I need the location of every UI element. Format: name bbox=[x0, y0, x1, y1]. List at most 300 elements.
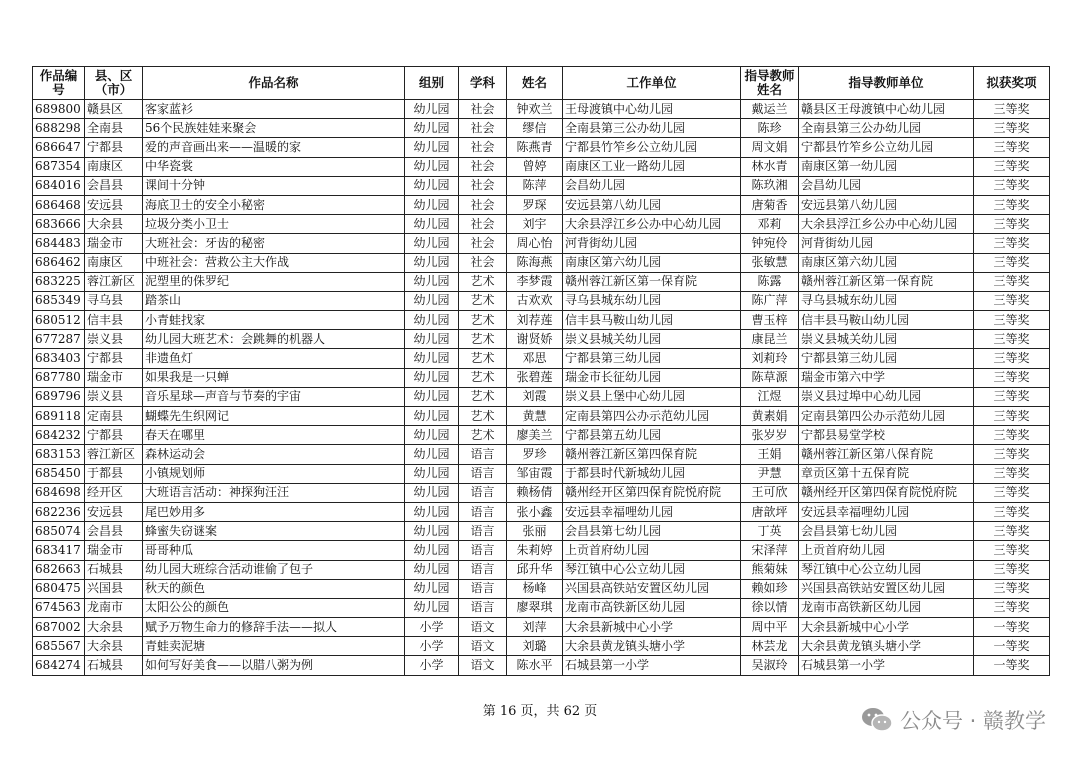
cell-advisor-unit: 兴国县高铁站安置区幼儿园 bbox=[799, 579, 974, 598]
cell-award: 三等奖 bbox=[974, 445, 1050, 464]
cell-group: 幼儿园 bbox=[405, 215, 459, 234]
table-body bbox=[33, 100, 1050, 676]
cell-advisor: 江煜 bbox=[741, 387, 799, 406]
table-row bbox=[33, 291, 1050, 310]
cell-advisor: 宋泽萍 bbox=[741, 541, 799, 560]
cell-advisor-unit: 会昌幼儿园 bbox=[799, 176, 974, 195]
header-subject: 学科 bbox=[459, 67, 507, 100]
cell-subject: 艺术 bbox=[459, 407, 507, 426]
cell-name: 廖翠琪 bbox=[507, 598, 563, 617]
cell-advisor-unit: 定南县第四公办示范幼儿园 bbox=[799, 407, 974, 426]
cell-county: 全南县 bbox=[85, 119, 143, 138]
cell-group: 幼儿园 bbox=[405, 157, 459, 176]
header-award: 拟获奖项 bbox=[974, 67, 1050, 100]
cell-group: 幼儿园 bbox=[405, 579, 459, 598]
cell-subject: 艺术 bbox=[459, 330, 507, 349]
cell-id: 684016 bbox=[33, 176, 85, 195]
cell-subject: 语言 bbox=[459, 483, 507, 502]
cell-workplace: 会昌幼儿园 bbox=[563, 176, 741, 195]
cell-group: 幼儿园 bbox=[405, 291, 459, 310]
table-row bbox=[33, 368, 1050, 387]
cell-advisor: 熊菊妹 bbox=[741, 560, 799, 579]
cell-county: 定南县 bbox=[85, 407, 143, 426]
header-county: 县、区（市） bbox=[85, 67, 143, 100]
cell-county: 石城县 bbox=[85, 656, 143, 675]
cell-group: 幼儿园 bbox=[405, 560, 459, 579]
cell-subject: 语言 bbox=[459, 560, 507, 579]
cell-advisor-unit: 赣州蓉江新区第一保育院 bbox=[799, 272, 974, 291]
cell-advisor: 陈露 bbox=[741, 272, 799, 291]
cell-advisor: 林芸龙 bbox=[741, 637, 799, 656]
cell-advisor: 周文娟 bbox=[741, 138, 799, 157]
cell-group: 幼儿园 bbox=[405, 541, 459, 560]
cell-advisor-unit: 寻乌县城东幼儿园 bbox=[799, 291, 974, 310]
cell-advisor: 陈玖湘 bbox=[741, 176, 799, 195]
cell-award: 三等奖 bbox=[974, 253, 1050, 272]
cell-title: 课间十分钟 bbox=[143, 176, 405, 195]
cell-county: 南康区 bbox=[85, 253, 143, 272]
cell-id: 684274 bbox=[33, 656, 85, 675]
cell-group: 幼儿园 bbox=[405, 387, 459, 406]
cell-title: 春天在哪里 bbox=[143, 426, 405, 445]
cell-workplace: 河背街幼儿园 bbox=[563, 234, 741, 253]
cell-advisor: 康昆兰 bbox=[741, 330, 799, 349]
cell-workplace: 大余县黄龙镇头塘小学 bbox=[563, 637, 741, 656]
cell-county: 瑞金市 bbox=[85, 541, 143, 560]
cell-id: 685074 bbox=[33, 522, 85, 541]
cell-award: 三等奖 bbox=[974, 234, 1050, 253]
cell-workplace: 上贡首府幼儿园 bbox=[563, 541, 741, 560]
cell-id: 687780 bbox=[33, 368, 85, 387]
cell-advisor: 徐以情 bbox=[741, 598, 799, 617]
cell-group: 幼儿园 bbox=[405, 330, 459, 349]
cell-advisor: 王可欣 bbox=[741, 483, 799, 502]
cell-name: 罗珍 bbox=[507, 445, 563, 464]
cell-award: 三等奖 bbox=[974, 291, 1050, 310]
cell-workplace: 大余县浮江乡公办中心幼儿园 bbox=[563, 215, 741, 234]
cell-advisor-unit: 河背街幼儿园 bbox=[799, 234, 974, 253]
cell-id: 688298 bbox=[33, 119, 85, 138]
cell-award: 三等奖 bbox=[974, 272, 1050, 291]
cell-title: 幼儿园大班艺术：会跳舞的机器人 bbox=[143, 330, 405, 349]
cell-advisor: 林水青 bbox=[741, 157, 799, 176]
cell-subject: 语言 bbox=[459, 445, 507, 464]
cell-county: 崇义县 bbox=[85, 330, 143, 349]
cell-name: 张碧莲 bbox=[507, 368, 563, 387]
cell-group: 幼儿园 bbox=[405, 502, 459, 521]
cell-county: 石城县 bbox=[85, 560, 143, 579]
header-advisor-unit: 指导教师单位 bbox=[799, 67, 974, 100]
cell-award: 三等奖 bbox=[974, 330, 1050, 349]
table-row bbox=[33, 138, 1050, 157]
table-row bbox=[33, 119, 1050, 138]
cell-title: 大班社会：牙齿的秘密 bbox=[143, 234, 405, 253]
cell-name: 李梦霞 bbox=[507, 272, 563, 291]
cell-subject: 语言 bbox=[459, 598, 507, 617]
cell-title: 大班语言活动：神探狗汪汪 bbox=[143, 483, 405, 502]
cell-title: 56个民族娃娃来聚会 bbox=[143, 119, 405, 138]
cell-county: 于都县 bbox=[85, 464, 143, 483]
cell-subject: 社会 bbox=[459, 176, 507, 195]
cell-workplace: 寻乌县城东幼儿园 bbox=[563, 291, 741, 310]
cell-subject: 艺术 bbox=[459, 426, 507, 445]
cell-group: 幼儿园 bbox=[405, 445, 459, 464]
cell-name: 赖杨倩 bbox=[507, 483, 563, 502]
cell-name: 张小鑫 bbox=[507, 502, 563, 521]
cell-name: 刘宇 bbox=[507, 215, 563, 234]
cell-advisor: 唐歆坪 bbox=[741, 502, 799, 521]
table-row bbox=[33, 618, 1050, 637]
cell-group: 幼儿园 bbox=[405, 464, 459, 483]
cell-subject: 语言 bbox=[459, 579, 507, 598]
cell-advisor-unit: 会昌县第七幼儿园 bbox=[799, 522, 974, 541]
cell-advisor: 钟宛伶 bbox=[741, 234, 799, 253]
cell-name: 刘璐 bbox=[507, 637, 563, 656]
table-row bbox=[33, 560, 1050, 579]
cell-title: 小青蛙找家 bbox=[143, 311, 405, 330]
cell-county: 大余县 bbox=[85, 637, 143, 656]
cell-county: 崇义县 bbox=[85, 387, 143, 406]
cell-group: 幼儿园 bbox=[405, 368, 459, 387]
cell-subject: 社会 bbox=[459, 234, 507, 253]
cell-id: 684698 bbox=[33, 483, 85, 502]
cell-title: 如何写好美食——以腊八粥为例 bbox=[143, 656, 405, 675]
cell-workplace: 王母渡镇中心幼儿园 bbox=[563, 100, 741, 119]
table-row bbox=[33, 195, 1050, 214]
table-row bbox=[33, 100, 1050, 119]
cell-group: 小学 bbox=[405, 637, 459, 656]
cell-subject: 艺术 bbox=[459, 291, 507, 310]
cell-advisor: 吴淑玲 bbox=[741, 656, 799, 675]
header-advisor: 指导教师姓名 bbox=[741, 67, 799, 100]
cell-workplace: 安远县第八幼儿园 bbox=[563, 195, 741, 214]
cell-county: 宁都县 bbox=[85, 138, 143, 157]
cell-advisor: 王娟 bbox=[741, 445, 799, 464]
cell-subject: 社会 bbox=[459, 253, 507, 272]
cell-advisor-unit: 安远县第八幼儿园 bbox=[799, 195, 974, 214]
cell-advisor: 陈广萍 bbox=[741, 291, 799, 310]
cell-group: 幼儿园 bbox=[405, 138, 459, 157]
cell-title: 中华瓷裳 bbox=[143, 157, 405, 176]
cell-advisor-unit: 南康区第一幼儿园 bbox=[799, 157, 974, 176]
header-id: 作品编号 bbox=[33, 67, 85, 100]
cell-award: 三等奖 bbox=[974, 119, 1050, 138]
cell-name: 刘荐莲 bbox=[507, 311, 563, 330]
cell-county: 蓉江新区 bbox=[85, 272, 143, 291]
cell-county: 蓉江新区 bbox=[85, 445, 143, 464]
cell-advisor-unit: 大余县浮江乡公办中心幼儿园 bbox=[799, 215, 974, 234]
cell-workplace: 全南县第三公办幼儿园 bbox=[563, 119, 741, 138]
cell-name: 陈萍 bbox=[507, 176, 563, 195]
cell-title: 蜂蜜失窃谜案 bbox=[143, 522, 405, 541]
cell-workplace: 宁都县第三幼儿园 bbox=[563, 349, 741, 368]
cell-county: 龙南市 bbox=[85, 598, 143, 617]
cell-id: 687002 bbox=[33, 618, 85, 637]
cell-county: 瑞金市 bbox=[85, 234, 143, 253]
cell-title: 客家蓝衫 bbox=[143, 100, 405, 119]
cell-award: 三等奖 bbox=[974, 138, 1050, 157]
cell-advisor: 赖如珍 bbox=[741, 579, 799, 598]
table-row bbox=[33, 215, 1050, 234]
cell-workplace: 赣州经开区第四保育院悦府院 bbox=[563, 483, 741, 502]
cell-name: 陈燕青 bbox=[507, 138, 563, 157]
cell-workplace: 会昌县第七幼儿园 bbox=[563, 522, 741, 541]
cell-title: 哥哥种瓜 bbox=[143, 541, 405, 560]
cell-advisor-unit: 赣州经开区第四保育院悦府院 bbox=[799, 483, 974, 502]
cell-id: 685450 bbox=[33, 464, 85, 483]
cell-advisor-unit: 全南县第三公办幼儿园 bbox=[799, 119, 974, 138]
cell-workplace: 赣州蓉江新区第一保育院 bbox=[563, 272, 741, 291]
cell-group: 幼儿园 bbox=[405, 522, 459, 541]
cell-subject: 语言 bbox=[459, 522, 507, 541]
cell-workplace: 崇义县上堡中心幼儿园 bbox=[563, 387, 741, 406]
cell-workplace: 南康区第六幼儿园 bbox=[563, 253, 741, 272]
header-group: 组别 bbox=[405, 67, 459, 100]
watermark-text: 公众号 · 赣教学 bbox=[899, 709, 1046, 733]
cell-name: 周心怡 bbox=[507, 234, 563, 253]
page-number: 第 16 页，共 62 页 bbox=[482, 704, 598, 719]
cell-county: 宁都县 bbox=[85, 426, 143, 445]
table-row bbox=[33, 598, 1050, 617]
cell-award: 三等奖 bbox=[974, 349, 1050, 368]
cell-advisor-unit: 瑞金市第六中学 bbox=[799, 368, 974, 387]
cell-award: 三等奖 bbox=[974, 541, 1050, 560]
cell-subject: 社会 bbox=[459, 100, 507, 119]
cell-subject: 社会 bbox=[459, 195, 507, 214]
cell-title: 蝴蝶先生织网记 bbox=[143, 407, 405, 426]
cell-id: 683666 bbox=[33, 215, 85, 234]
cell-title: 非遗鱼灯 bbox=[143, 349, 405, 368]
cell-name: 曾婷 bbox=[507, 157, 563, 176]
cell-award: 三等奖 bbox=[974, 176, 1050, 195]
cell-workplace: 于都县时代新城幼儿园 bbox=[563, 464, 741, 483]
cell-subject: 语文 bbox=[459, 637, 507, 656]
cell-advisor: 陈草源 bbox=[741, 368, 799, 387]
cell-county: 南康区 bbox=[85, 157, 143, 176]
cell-county: 寻乌县 bbox=[85, 291, 143, 310]
cell-advisor-unit: 崇义县过埠中心幼儿园 bbox=[799, 387, 974, 406]
cell-county: 宁都县 bbox=[85, 349, 143, 368]
cell-name: 谢贤娇 bbox=[507, 330, 563, 349]
cell-subject: 语言 bbox=[459, 502, 507, 521]
cell-name: 古欢欢 bbox=[507, 291, 563, 310]
cell-id: 680512 bbox=[33, 311, 85, 330]
cell-workplace: 石城县第一小学 bbox=[563, 656, 741, 675]
cell-id: 683417 bbox=[33, 541, 85, 560]
watermark bbox=[860, 705, 1046, 735]
table-row bbox=[33, 176, 1050, 195]
cell-county: 瑞金市 bbox=[85, 368, 143, 387]
cell-group: 幼儿园 bbox=[405, 407, 459, 426]
cell-award: 三等奖 bbox=[974, 195, 1050, 214]
cell-subject: 艺术 bbox=[459, 311, 507, 330]
cell-id: 682236 bbox=[33, 502, 85, 521]
header-name: 姓名 bbox=[507, 67, 563, 100]
cell-id: 683403 bbox=[33, 349, 85, 368]
cell-title: 垃圾分类小卫士 bbox=[143, 215, 405, 234]
cell-subject: 语言 bbox=[459, 541, 507, 560]
cell-name: 钟欢兰 bbox=[507, 100, 563, 119]
cell-name: 缪信 bbox=[507, 119, 563, 138]
table-row bbox=[33, 445, 1050, 464]
cell-advisor: 尹慧 bbox=[741, 464, 799, 483]
cell-award: 三等奖 bbox=[974, 100, 1050, 119]
cell-advisor: 邓莉 bbox=[741, 215, 799, 234]
cell-workplace: 龙南市高铁新区幼儿园 bbox=[563, 598, 741, 617]
cell-id: 686462 bbox=[33, 253, 85, 272]
cell-award: 三等奖 bbox=[974, 215, 1050, 234]
cell-title: 森林运动会 bbox=[143, 445, 405, 464]
cell-award: 三等奖 bbox=[974, 407, 1050, 426]
cell-name: 刘霞 bbox=[507, 387, 563, 406]
cell-county: 兴国县 bbox=[85, 579, 143, 598]
cell-subject: 社会 bbox=[459, 215, 507, 234]
cell-title: 踏茶山 bbox=[143, 291, 405, 310]
cell-subject: 语言 bbox=[459, 464, 507, 483]
cell-id: 685567 bbox=[33, 637, 85, 656]
cell-county: 大余县 bbox=[85, 215, 143, 234]
cell-name: 邹宙霞 bbox=[507, 464, 563, 483]
cell-group: 幼儿园 bbox=[405, 349, 459, 368]
cell-id: 689118 bbox=[33, 407, 85, 426]
cell-subject: 艺术 bbox=[459, 349, 507, 368]
cell-title: 爱的声音画出来——温暖的家 bbox=[143, 138, 405, 157]
cell-id: 686647 bbox=[33, 138, 85, 157]
cell-advisor: 黄素娟 bbox=[741, 407, 799, 426]
cell-county: 经开区 bbox=[85, 483, 143, 502]
cell-advisor: 陈珍 bbox=[741, 119, 799, 138]
header-title: 作品名称 bbox=[143, 67, 405, 100]
cell-name: 朱莉婷 bbox=[507, 541, 563, 560]
cell-advisor-unit: 龙南市高铁新区幼儿园 bbox=[799, 598, 974, 617]
cell-advisor: 周中平 bbox=[741, 618, 799, 637]
cell-county: 安远县 bbox=[85, 195, 143, 214]
table-row bbox=[33, 637, 1050, 656]
cell-name: 杨峰 bbox=[507, 579, 563, 598]
cell-subject: 语文 bbox=[459, 618, 507, 637]
cell-county: 信丰县 bbox=[85, 311, 143, 330]
cell-group: 小学 bbox=[405, 656, 459, 675]
cell-advisor-unit: 赣县区王母渡镇中心幼儿园 bbox=[799, 100, 974, 119]
table-row bbox=[33, 272, 1050, 291]
wechat-icon bbox=[860, 706, 894, 734]
cell-county: 会昌县 bbox=[85, 522, 143, 541]
cell-advisor-unit: 琴江镇中心公立幼儿园 bbox=[799, 560, 974, 579]
cell-id: 683225 bbox=[33, 272, 85, 291]
cell-award: 一等奖 bbox=[974, 637, 1050, 656]
cell-name: 黄慧 bbox=[507, 407, 563, 426]
table-row bbox=[33, 522, 1050, 541]
cell-title: 太阳公公的颜色 bbox=[143, 598, 405, 617]
cell-group: 幼儿园 bbox=[405, 119, 459, 138]
cell-group: 小学 bbox=[405, 618, 459, 637]
cell-name: 邱升华 bbox=[507, 560, 563, 579]
cell-subject: 艺术 bbox=[459, 368, 507, 387]
cell-name: 廖美兰 bbox=[507, 426, 563, 445]
cell-subject: 社会 bbox=[459, 157, 507, 176]
cell-award: 三等奖 bbox=[974, 157, 1050, 176]
cell-name: 罗琛 bbox=[507, 195, 563, 214]
cell-advisor: 刘莉玲 bbox=[741, 349, 799, 368]
cell-name: 陈海燕 bbox=[507, 253, 563, 272]
cell-name: 邓思 bbox=[507, 349, 563, 368]
cell-county: 安远县 bbox=[85, 502, 143, 521]
cell-id: 684232 bbox=[33, 426, 85, 445]
table-row bbox=[33, 311, 1050, 330]
cell-name: 陈水平 bbox=[507, 656, 563, 675]
cell-award: 一等奖 bbox=[974, 656, 1050, 675]
header-row bbox=[33, 67, 1050, 100]
table-row bbox=[33, 253, 1050, 272]
cell-award: 三等奖 bbox=[974, 387, 1050, 406]
cell-id: 674563 bbox=[33, 598, 85, 617]
cell-id: 677287 bbox=[33, 330, 85, 349]
cell-advisor: 丁英 bbox=[741, 522, 799, 541]
cell-county: 大余县 bbox=[85, 618, 143, 637]
cell-id: 685349 bbox=[33, 291, 85, 310]
cell-title: 赋予万物生命力的修辞手法——拟人 bbox=[143, 618, 405, 637]
table-row bbox=[33, 387, 1050, 406]
cell-workplace: 宁都县竹笮乡公立幼儿园 bbox=[563, 138, 741, 157]
cell-name: 张丽 bbox=[507, 522, 563, 541]
cell-id: 686468 bbox=[33, 195, 85, 214]
cell-title: 幼儿园大班综合活动谁偷了包子 bbox=[143, 560, 405, 579]
table-row bbox=[33, 656, 1050, 675]
cell-advisor-unit: 章贡区第十五保育院 bbox=[799, 464, 974, 483]
cell-id: 682663 bbox=[33, 560, 85, 579]
cell-award: 三等奖 bbox=[974, 579, 1050, 598]
cell-name: 刘萍 bbox=[507, 618, 563, 637]
cell-county: 赣县区 bbox=[85, 100, 143, 119]
cell-title: 秋天的颜色 bbox=[143, 579, 405, 598]
cell-advisor-unit: 宁都县易堂学校 bbox=[799, 426, 974, 445]
cell-advisor: 唐菊香 bbox=[741, 195, 799, 214]
cell-id: 689800 bbox=[33, 100, 85, 119]
cell-id: 680475 bbox=[33, 579, 85, 598]
cell-group: 幼儿园 bbox=[405, 253, 459, 272]
cell-workplace: 宁都县第五幼儿园 bbox=[563, 426, 741, 445]
table-row bbox=[33, 407, 1050, 426]
cell-advisor-unit: 大余县黄龙镇头塘小学 bbox=[799, 637, 974, 656]
cell-advisor-unit: 上贡首府幼儿园 bbox=[799, 541, 974, 560]
table-row bbox=[33, 502, 1050, 521]
cell-advisor-unit: 信丰县马鞍山幼儿园 bbox=[799, 311, 974, 330]
cell-group: 幼儿园 bbox=[405, 234, 459, 253]
cell-subject: 艺术 bbox=[459, 387, 507, 406]
table-row bbox=[33, 483, 1050, 502]
cell-id: 683153 bbox=[33, 445, 85, 464]
cell-group: 幼儿园 bbox=[405, 426, 459, 445]
cell-county: 会昌县 bbox=[85, 176, 143, 195]
cell-group: 幼儿园 bbox=[405, 598, 459, 617]
cell-workplace: 大余县新城中心小学 bbox=[563, 618, 741, 637]
cell-workplace: 信丰县马鞍山幼儿园 bbox=[563, 311, 741, 330]
cell-id: 687354 bbox=[33, 157, 85, 176]
table-row bbox=[33, 426, 1050, 445]
cell-advisor: 曹玉梓 bbox=[741, 311, 799, 330]
cell-workplace: 定南县第四公办示范幼儿园 bbox=[563, 407, 741, 426]
cell-advisor-unit: 南康区第六幼儿园 bbox=[799, 253, 974, 272]
header-workplace: 工作单位 bbox=[563, 67, 741, 100]
cell-group: 幼儿园 bbox=[405, 195, 459, 214]
cell-group: 幼儿园 bbox=[405, 100, 459, 119]
table-row bbox=[33, 234, 1050, 253]
cell-title: 青蛙卖泥塘 bbox=[143, 637, 405, 656]
cell-subject: 艺术 bbox=[459, 272, 507, 291]
cell-workplace: 安远县幸福哩幼儿园 bbox=[563, 502, 741, 521]
table-row bbox=[33, 464, 1050, 483]
cell-award: 三等奖 bbox=[974, 560, 1050, 579]
